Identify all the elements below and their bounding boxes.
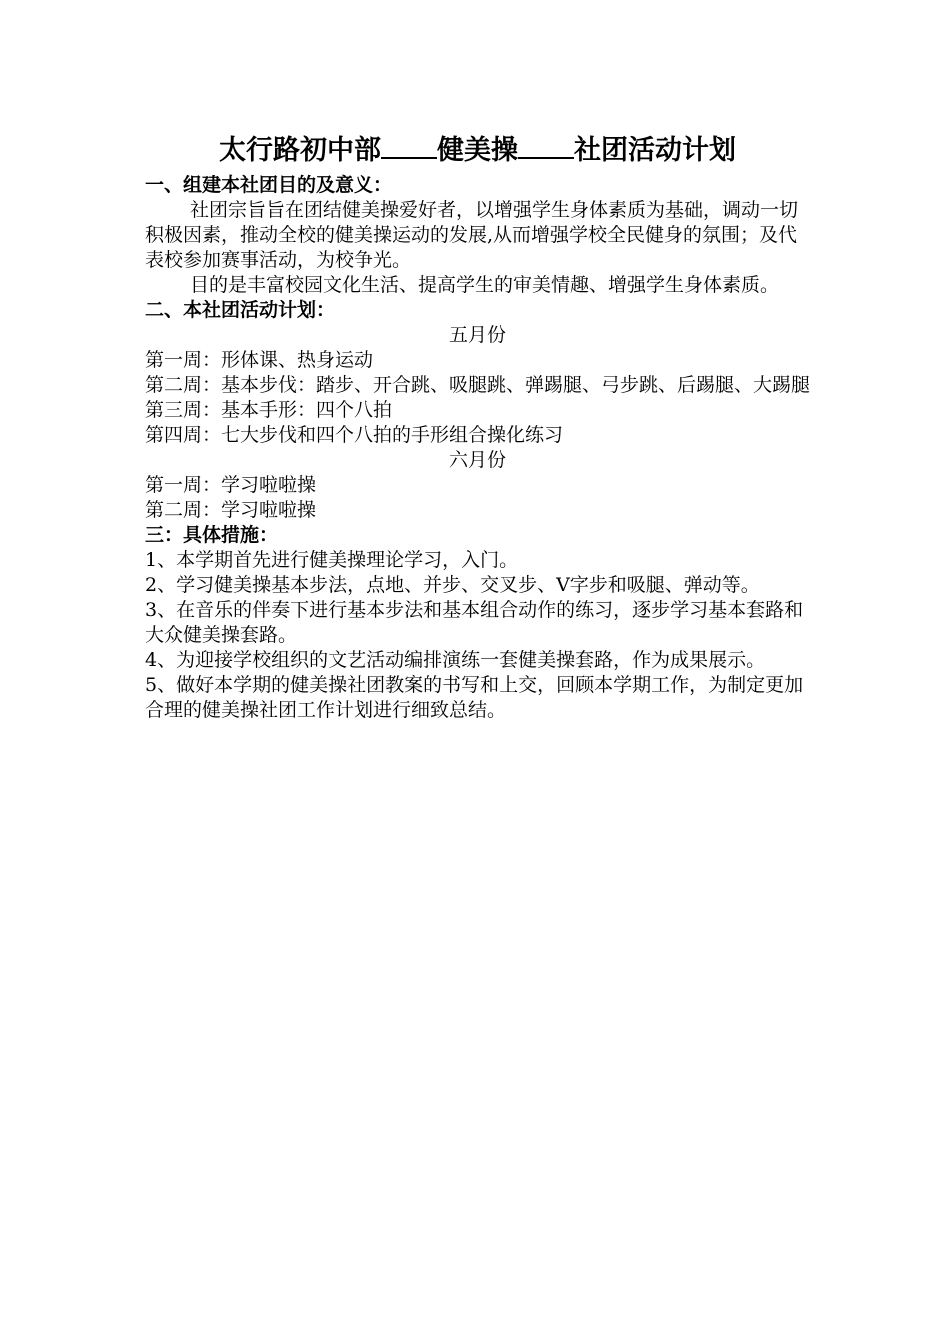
section3-heading: 三：具体措施： xyxy=(145,524,279,546)
measure-item-3: 3、在音乐的伴奏下进行基本步法和基本组合动作的练习，逐步学习基本套路和大众健美操套路。 xyxy=(145,599,804,646)
section2-heading: 二、本社团活动计划： xyxy=(145,299,336,321)
june-week-2: 第二周：学习啦啦操 xyxy=(145,499,317,521)
section1-para1: 社团宗旨旨在团结健美操爱好者，以增强学生身体素质为基础，调动一切积极因素，推动全校的健美操运动的发展,从而增强学校全民健身的氛围；及代表校参加赛事活动，为校争光。 xyxy=(145,199,799,271)
measure-item-4: 4、为迎接学校组织的文艺活动编排演练一套健美操套路，作为成果展示。 xyxy=(145,649,766,671)
may-label: 五月份 xyxy=(448,324,506,346)
section1-para2: 目的是丰富校园文化生活、提高学生的审美情趣、增强学生身体素质。 xyxy=(190,274,780,296)
may-week-2: 第二周：基本步伐：踏步、开合跳、吸腿跳、弹踢腿、弓步跳、后踢腿、大踢腿 xyxy=(145,374,811,396)
may-week-1: 第一周：形体课、热身运动 xyxy=(145,349,374,371)
june-week-1: 第一周：学习啦啦操 xyxy=(145,474,317,496)
measure-item-2: 2、学习健美操基本步法，点地、并步、交叉步、V字步和吸腿、弹动等。 xyxy=(145,574,760,596)
title-blank-2 xyxy=(518,133,574,159)
title-blank-1 xyxy=(381,133,437,159)
title-plan: 社团活动计划 xyxy=(574,135,736,166)
title-school: 太行路初中部 xyxy=(219,135,381,166)
document-page xyxy=(145,133,810,723)
document-title xyxy=(145,133,810,169)
june-label: 六月份 xyxy=(448,449,506,471)
measure-item-1: 1、本学期首先进行健美操理论学习，入门。 xyxy=(145,549,519,571)
measure-item-5: 5、做好本学期的健美操社团教案的书写和上交，回顾本学期工作，为制定更加合理的健美操社团工作计划进行细致总结。 xyxy=(145,674,804,721)
may-week-4: 第四周：七大步伐和四个八拍的手形组合操化练习 xyxy=(145,424,564,446)
section1-heading: 一、组建本社团目的及意义： xyxy=(145,174,393,196)
may-week-3: 第三周：基本手形：四个八拍 xyxy=(145,399,393,421)
title-club: 健美操 xyxy=(437,135,518,166)
